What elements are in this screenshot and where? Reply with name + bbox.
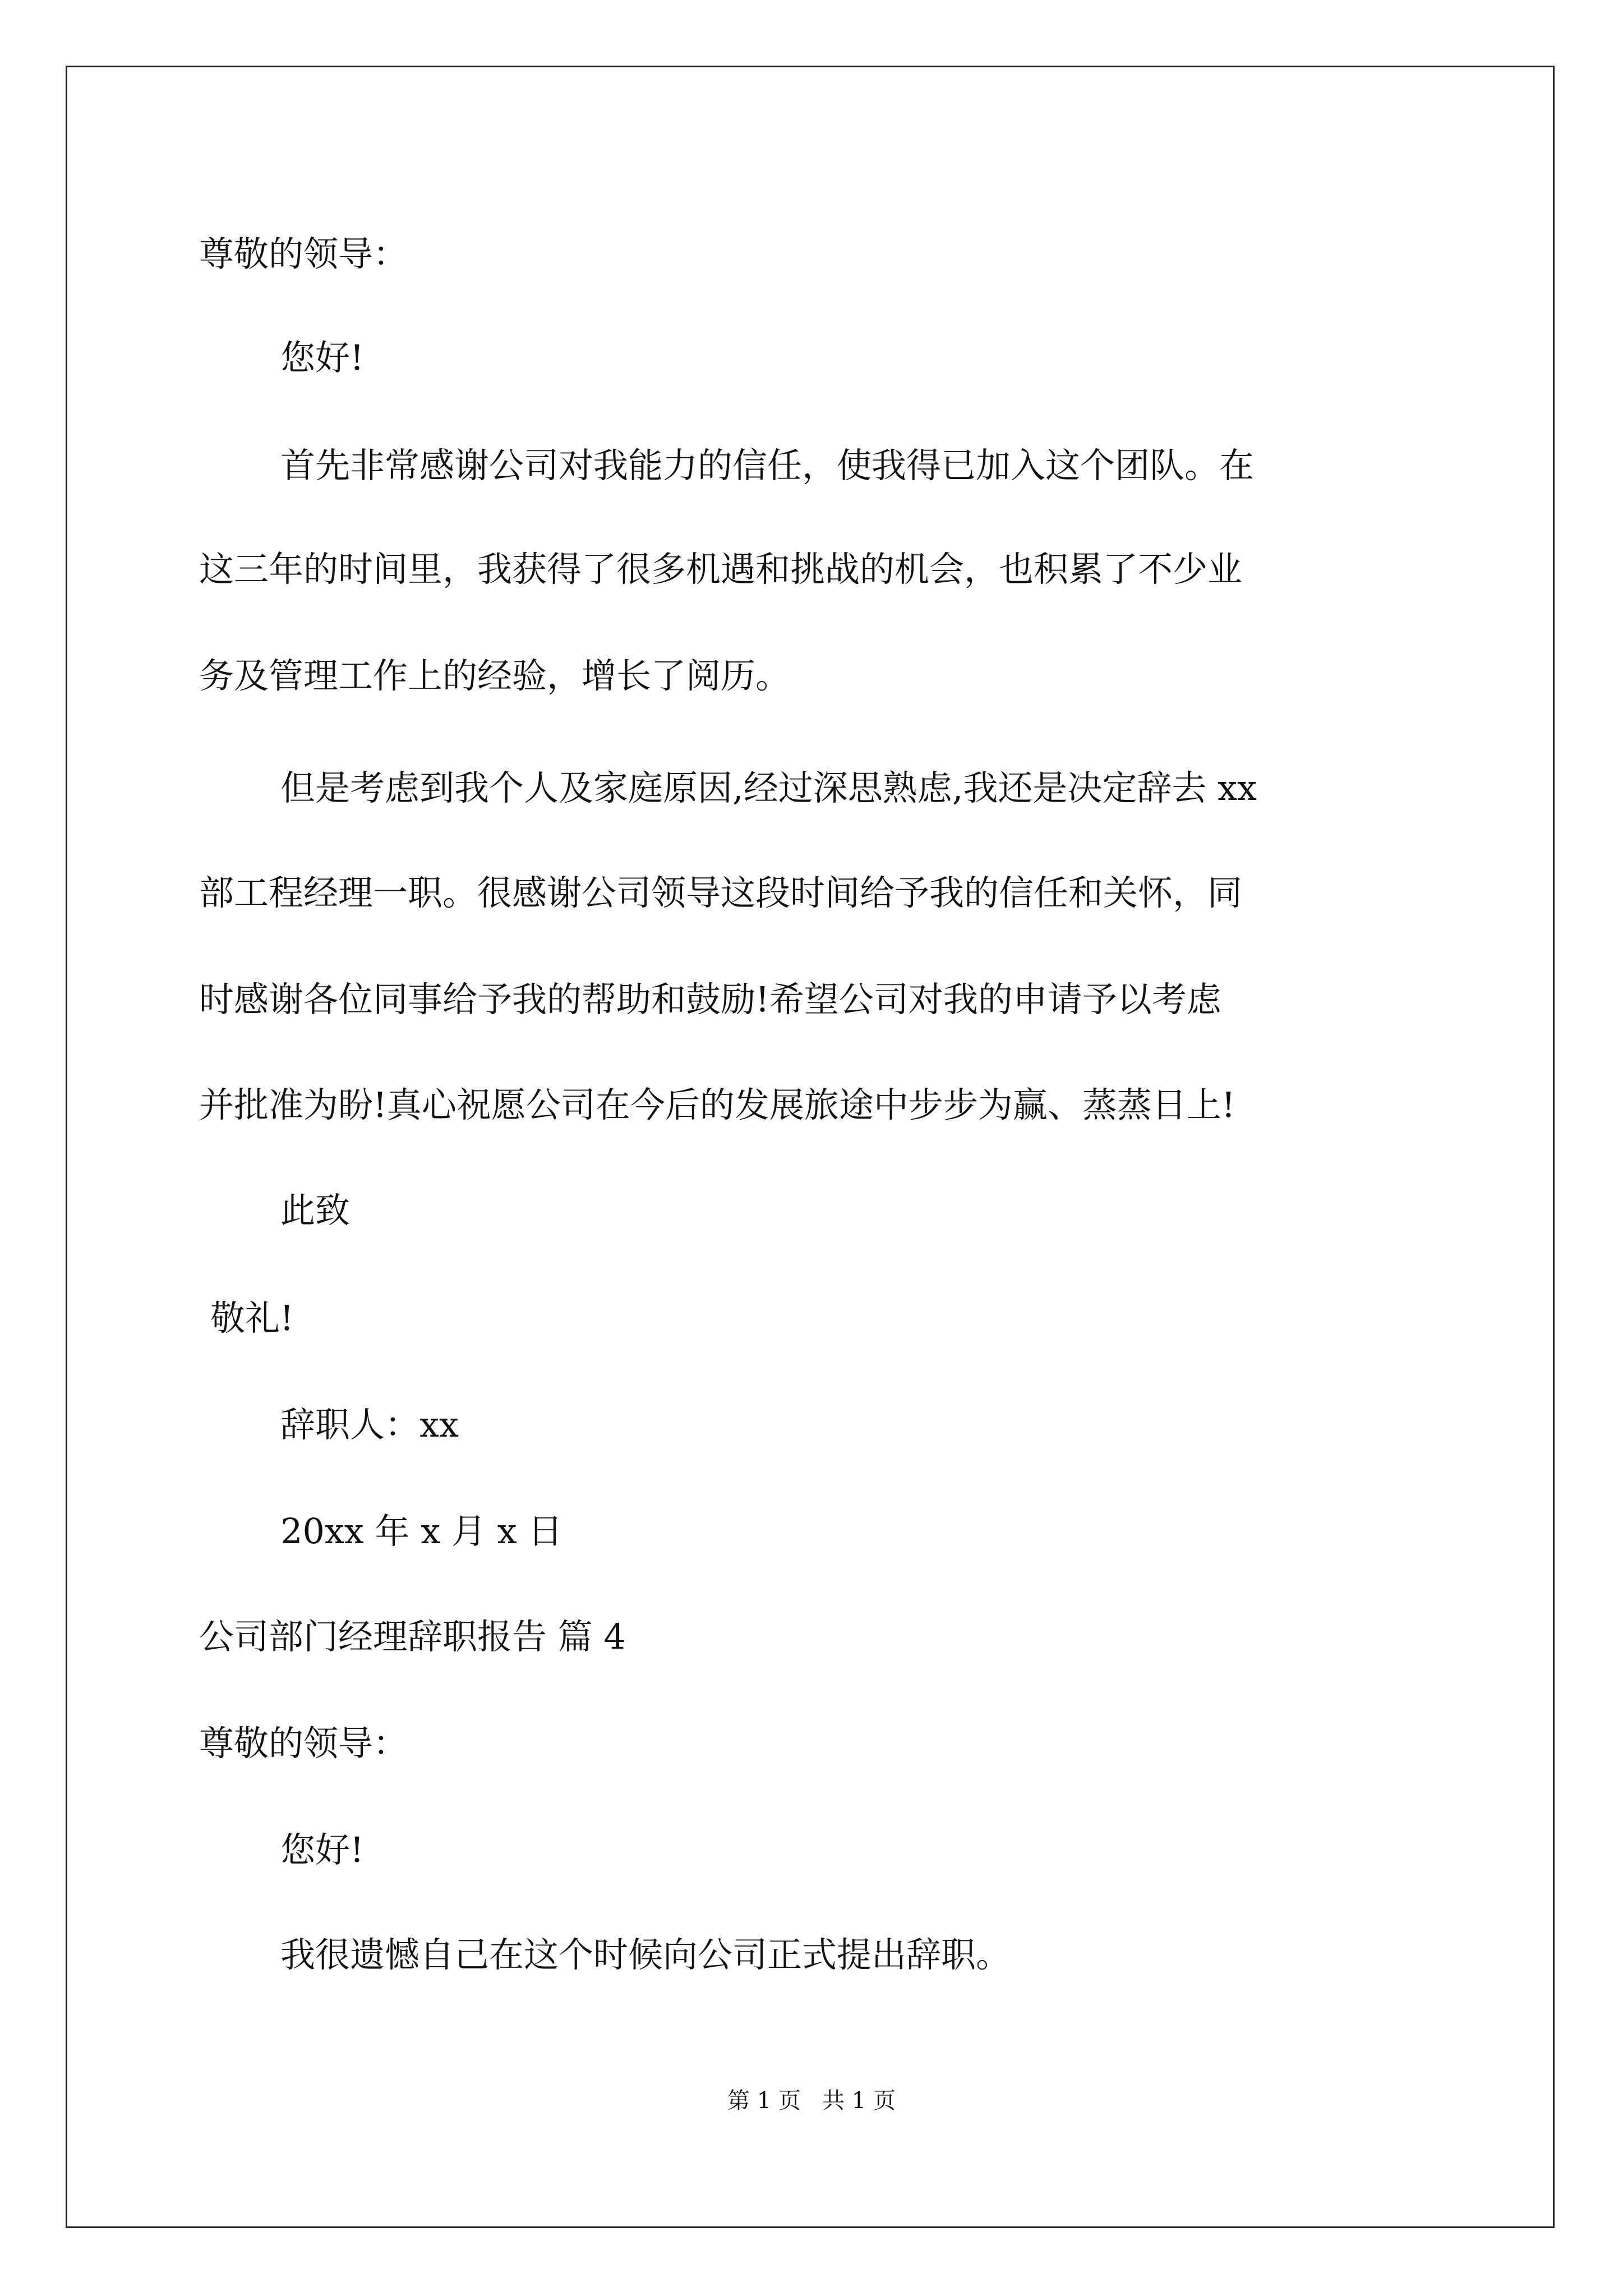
section-title: 公司部门经理辞职报告 篇 4 xyxy=(199,1616,626,1657)
paragraph-line: 并批准为盼!真心祝愿公司在今后的发展旅途中步步为赢、蒸蒸日上! xyxy=(199,1084,1235,1125)
page-border xyxy=(66,66,1555,2228)
greeting: 您好! xyxy=(280,337,364,378)
date: 20xx 年 x 月 x 日 xyxy=(280,1511,563,1552)
paragraph-line: 但是考虑到我个人及家庭原因,经过深思熟虑,我还是决定辞去 xx xyxy=(280,767,1257,808)
paragraph-line: 部工程经理一职。很感谢公司领导这段时间给予我的信任和关怀，同 xyxy=(199,872,1243,913)
closing-line: 此致 xyxy=(280,1190,351,1231)
salutation: 尊敬的领导： xyxy=(199,233,408,274)
signer: 辞职人：xx xyxy=(280,1404,459,1445)
paragraph-line: 务及管理工作上的经验，增长了阅历。 xyxy=(199,655,791,696)
paragraph-line: 时感谢各位同事给予我的帮助和鼓励!希望公司对我的申请予以考虑 xyxy=(199,979,1221,1020)
salutation: 尊敬的领导： xyxy=(199,1723,408,1764)
closing-line: 敬礼! xyxy=(210,1297,294,1338)
greeting: 您好! xyxy=(280,1829,364,1870)
paragraph-line: 这三年的时间里，我获得了很多机遇和挑战的机会，也积累了不少业 xyxy=(199,549,1243,590)
page-footer: 第 1 页 共 1 页 xyxy=(727,2088,896,2114)
paragraph-line: 首先非常感谢公司对我能力的信任，使我得已加入这个团队。在 xyxy=(280,445,1255,486)
paragraph-line: 我很遗憾自己在这个时候向公司正式提出辞职。 xyxy=(280,1934,1011,1975)
